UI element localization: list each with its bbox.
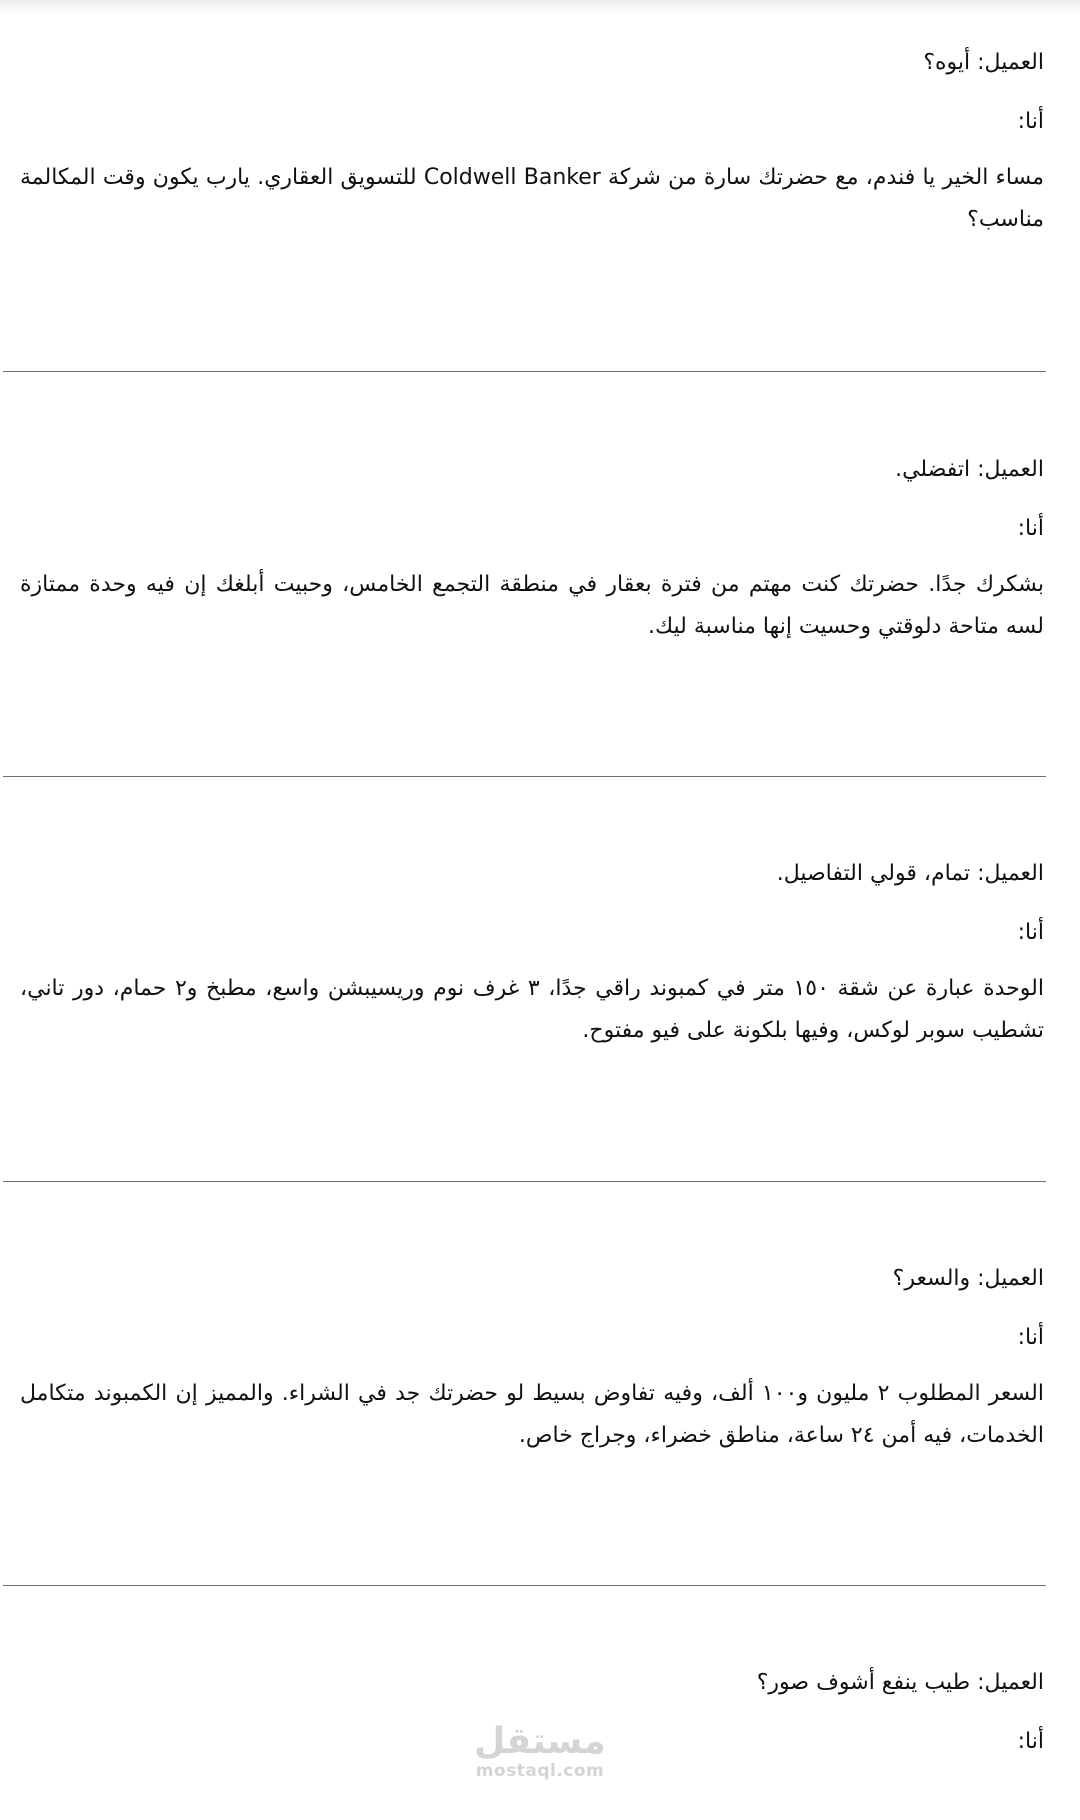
client-line: العميل: طيب ينفع أشوف صور؟	[756, 1670, 1044, 1695]
reply-text: الوحدة عبارة عن شقة ١٥٠ متر في كمبوند راقي جدًا، ٣ غرف نوم وريسيبشن واسع، مطبخ و٢ حمام، دور تاني، تشطيب سوبر لوكس، وفيها بلكونة على فيو مفتوح.	[20, 976, 1044, 1043]
watermark-logo: مستقل	[474, 1721, 606, 1762]
me-label: أنا:	[1017, 1729, 1044, 1754]
section-divider	[3, 776, 1046, 777]
mostaql-watermark	[470, 1722, 610, 1780]
me-label: أنا:	[1017, 109, 1044, 134]
client-line: العميل: تمام، قولي التفاصيل.	[776, 861, 1044, 886]
client-line: العميل: أيوه؟	[923, 50, 1044, 75]
client-line: العميل: والسعر؟	[892, 1266, 1044, 1291]
watermark-url: mostaql.com	[475, 1761, 605, 1781]
section-divider	[3, 1585, 1046, 1586]
section-divider	[3, 371, 1046, 372]
client-line: العميل: اتفضلي.	[895, 457, 1044, 482]
reply-text: السعر المطلوب ٢ مليون و١٠٠ ألف، وفيه تفاوض بسيط لو حضرتك جد في الشراء. والمميز إن الكمبوند متكامل الخدمات، فيه أمن ٢٤ ساعة، مناطق خضراء، وجراج خاص.	[20, 1381, 1044, 1448]
reply-text: مساء الخير يا فندم، مع حضرتك سارة من شركة Coldwell Banker للتسويق العقاري. يارب يكون وقت المكالمة مناسب؟	[20, 165, 1044, 232]
reply-text: بشكرك جدًا. حضرتك كنت مهتم من فترة بعقار في منطقة التجمع الخامس، وحبيت أبلغك إن فيه وحدة ممتازة لسه متاحة دلوقتي وحسيت إنها مناسبة ليك.	[20, 572, 1044, 639]
me-label: أنا:	[1017, 1325, 1044, 1350]
section-divider	[3, 1181, 1046, 1182]
me-label: أنا:	[1017, 920, 1044, 945]
me-label: أنا:	[1017, 516, 1044, 541]
